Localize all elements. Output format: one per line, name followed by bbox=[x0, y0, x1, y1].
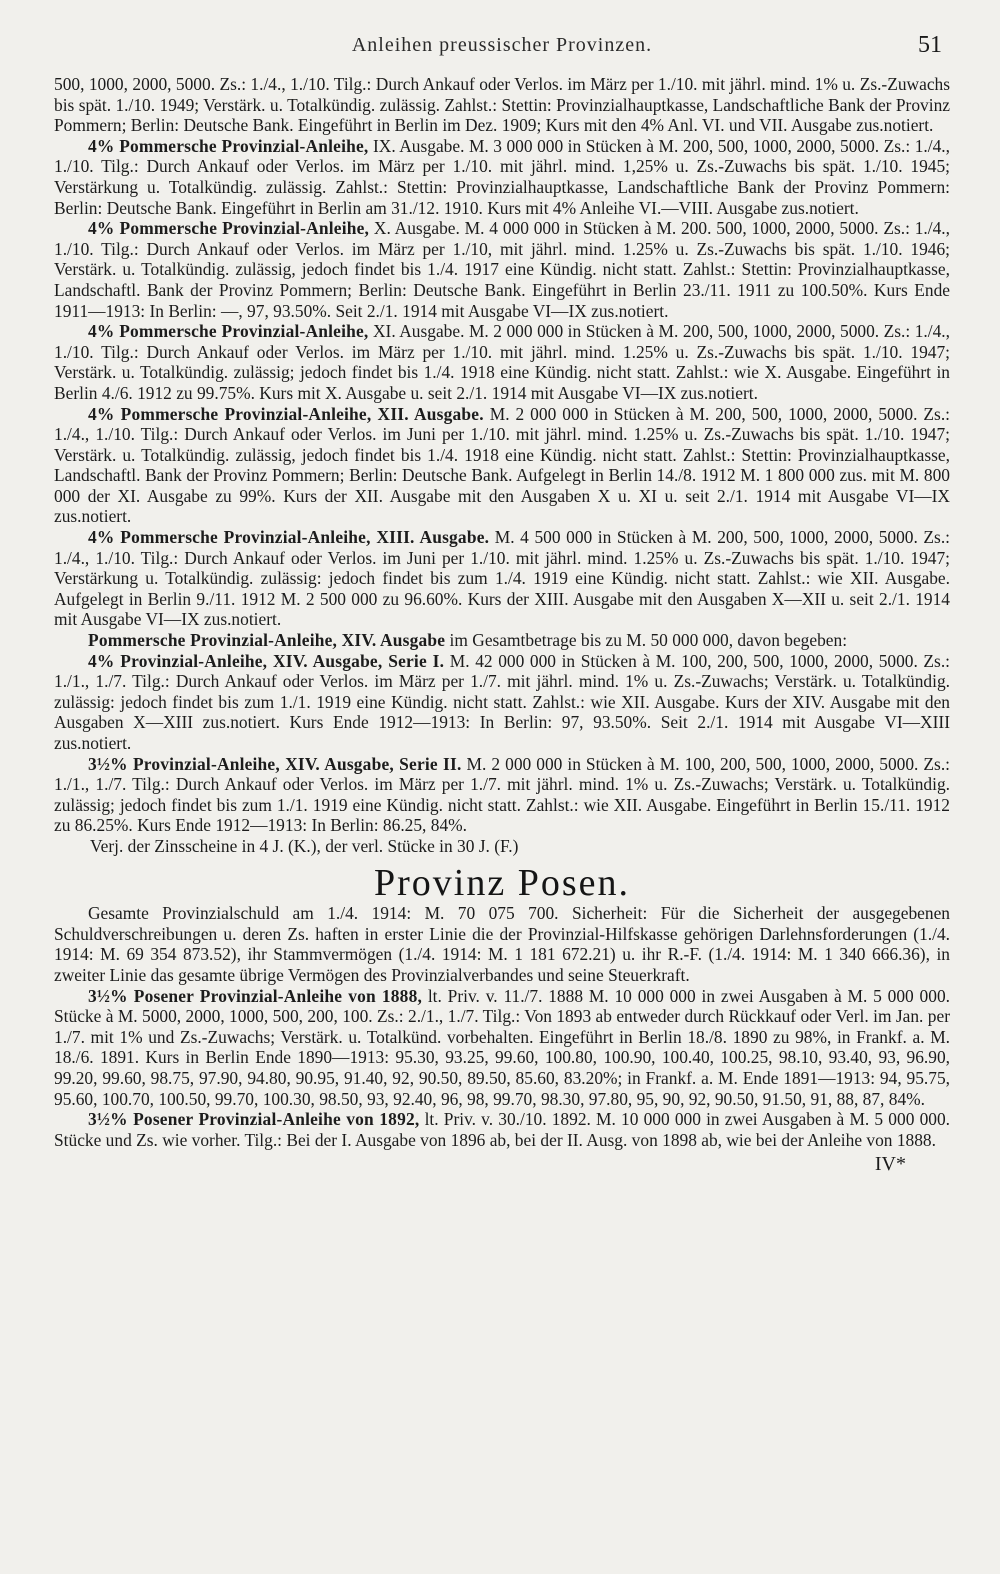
entry-heading: 3½% Posener Provinzial-Anleihe von 1888, bbox=[88, 985, 423, 1006]
paragraph-pommern-continuation: 500, 1000, 2000, 5000. Zs.: 1./4., 1./10. Tilg.: Durch Ankauf oder Verlos. im März per 1./10. mit jährl. mind. 1% u. Zs.-Zuwachs bis spät. 1./10. 1949; Verstärk. u. Totalkündig. zulässig. Zahlst.: Stettin: Provinzialhauptkasse, Landschaftliche Bank der Provinz Pommern; Berlin: Deutsche Bank. Eingeführt in Berlin im Dez. 1909; Kurs mit den 4% Anl. VI. und VII. Ausgabe zus.notiert. bbox=[54, 74, 950, 136]
paragraph-pommern-xiii bbox=[54, 527, 950, 630]
entry-heading: 4% Pommersche Provinzial-Anleihe, XIII. Ausgabe. bbox=[88, 527, 490, 548]
entry-text: M. 42 000 000 in Stücken à M. 100, 200, 500, 1000, 2000, 5000. Zs.: 1./1., 1./7. Tilg.: Durch Ankauf oder Verlos. im März per 1./7. mit jährl. mind. 1% u. Zs.-Zuwachs; Verstärk. u. Totalkündig. zulässig: jedoch findet bis zum 1./1. 1919 eine Kündig. nicht statt. Zahlst.: wie XII. Ausgabe. Kurs der XIV. Ausgabe mit den Ausgaben X—XIII zus.notiert. Kurs Ende 1912—1913: In Berlin: 97, 93.50%. Seit 2./1. 1914 mit Ausgabe VI—XIII zus.notiert. bbox=[54, 650, 950, 753]
entry-text: M. 2 000 000 in Stücken à M. 100, 200, 500, 1000, 2000, 5000. Zs.: 1./1., 1./7. Tilg.: Durch Ankauf oder Verlos. im März per 1./7. mit jährl. mind. 1% u. Zs.-Zuwachs; Verstärk. u. Totalkündig. zulässig; jedoch findet bis zum 1./1. 1919 eine Kündig. nicht statt. Zahlst.: wie XII. Ausgabe. Eingeführt in Berlin 15./11. 1912 zu 86.25%. Kurs Ende 1912—1913: In Berlin: 86.25, 84%. bbox=[54, 753, 951, 836]
entry-heading: Pommersche Provinzial-Anleihe, XIV. Ausgabe bbox=[88, 630, 446, 651]
entry-text: im Gesamtbetrage bis zu M. 50 000 000, davon begeben: bbox=[445, 630, 848, 651]
paragraph-pommern-xiv-serie-2 bbox=[54, 754, 950, 836]
entry-text: IX. Ausgabe. M. 3 000 000 in Stücken à M. 200, 500, 1000, 2000, 5000. Zs.: 1./4., 1./10. Tilg.: Durch Ankauf oder Verlos. im März per 1./10. mit jährl. mind. 1,25% u. Zs.-Zuwachs bis spät. 1./10. 1945; Verstärkung u. Totalkündig. zulässig. Zahlst.: Stettin: Provinzialhauptkasse, Landschaftliche Bank der Provinz Pommern: Berlin: Deutsche Bank. Eingeführt in Berlin am 31./12. 1910. Kurs mit 4% Anleihe VI.—VIII. Ausgabe zus.notiert. bbox=[54, 135, 950, 218]
page-number: 51 bbox=[918, 32, 942, 58]
section-heading-posen: Provinz Posen. bbox=[374, 861, 630, 904]
entry-text: M. 4 500 000 in Stücken à M. 200, 500, 1000, 2000, 5000. Zs.: 1./4., 1./10. Tilg.: Durch Ankauf oder Verlos. im Juni per 1./10. mit jährl. mind. 1.25% u. Zs.-Zuwachs bis spät. 1./10. 1947; Verstärkung u. Totalkündig. zulässig: jedoch findet bis zum 1./4. 1919 eine Kündig. nicht statt. Zahlst.: wie XII. Ausgabe. Aufgelegt in Berlin 9./11. 1912 M. 2 500 000 zu 96.60%. Kurs der XIII. Ausgabe mit den Ausgaben X—XII u. seit 2./1. 1914 mit Ausgabe VI—IX zus.notiert. bbox=[54, 527, 951, 630]
entry-heading: 4% Pommersche Provinzial-Anleihe, bbox=[88, 218, 370, 239]
paragraph-posen-overview: Gesamte Provinzialschuld am 1./4. 1914: M. 70 075 700. Sicherheit: Für die Sicherheit der ausgegebenen Schuldverschreibungen u. deren Zs. haften in erster Linie die der Provinzial-Hilfskasse gehörigen Darlehnsforderungen (1./4. 1914: M. 69 354 873.52), ihr Stammvermögen (1./4. 1914: M. 1 181 672.21) u. ihr R.-F. (1./4. 1914: M. 1 340 666.36), in zweiter Linie das gesamte übrige Vermögen des Provinzialverbandes und seine Steuerkraft. bbox=[54, 903, 950, 985]
entry-heading: 3½% Provinzial-Anleihe, XIV. Ausgabe, Serie II. bbox=[88, 753, 462, 774]
paragraph-pommern-xi bbox=[54, 321, 950, 403]
entry-heading: 4% Pommersche Provinzial-Anleihe, bbox=[88, 135, 369, 156]
limitation-note: Verj. der Zinsscheine in 4 J. (K.), der verl. Stücke in 30 J. (F.) bbox=[90, 835, 519, 856]
entry-text: XI. Ausgabe. M. 2 000 000 in Stücken à M. 200, 500, 1000, 2000, 5000. Zs.: 1./4., 1./10. Tilg.: Durch Ankauf oder Verlos. im März per 1./10. mit jährl. mind. 1.25% u. Zs.-Zuwachs bis spät. 1./10. 1947; Verstärk. u. Totalkündig. zulässig; jedoch findet bis 1./4. 1918 eine Kündig. nicht statt. Zahlst.: wie X. Ausgabe. Eingeführt in Berlin 4./6. 1912 zu 99.75%. Kurs mit X. Ausgabe u. seit 2./1. 1914 mit Ausgabe VI—IX zus.notiert. bbox=[54, 321, 950, 403]
entry-heading: 3½% Posener Provinzial-Anleihe von 1892, bbox=[88, 1109, 420, 1130]
paragraph-pommern-xiv-serie-1 bbox=[54, 651, 950, 754]
entry-heading: 4% Pommersche Provinzial-Anleihe, bbox=[88, 321, 369, 342]
paragraph-pommern-xiv bbox=[54, 630, 950, 651]
paragraph-posen-1888 bbox=[54, 986, 950, 1110]
paragraph-pommern-x bbox=[54, 218, 950, 321]
page-title: Anleihen preussischer Provinzen. bbox=[351, 34, 653, 56]
paragraph-posen-1892 bbox=[54, 1109, 950, 1150]
entry-text: lt. Priv. v. 30./10. 1892. M. 10 000 000 in zwei Ausgaben à M. 5 000 000. Stücke und Zs. wie vorher. Tilg.: Bei der I. Ausgabe von 1896 ab, bei der II. Ausg. von 1898 ab, wie bei der Anleihe von 1888. bbox=[54, 1109, 950, 1150]
main-text bbox=[54, 74, 950, 1175]
entry-text: lt. Priv. v. 11./7. 1888 M. 10 000 000 in zwei Ausgaben à M. 5 000 000. Stücke à M. 5000, 2000, 1000, 500, 200, 100. Zs.: 2./1., 1./7. Tilg.: Von 1893 ab entweder durch Rückkauf oder Verl. im Jan. per 1./7. mit 1% und Zs.-Zuwachs; Verstärk. u. Totalkünd. vorbehalten. Eingeführt in Berlin 18./8. 1890 zu 98%, in Frankf. a. M. 18./6. 1891. Kurs in Berlin Ende 1890—1913: 95.30, 93.25, 99.60, 100.80, 100.90, 100.40, 100.25, 98.10, 93.40, 93, 96.90, 99.20, 99.60, 98.75, 97.90, 94.80, 90.95, 91.40, 92, 90.50, 89.50, 85.60, 83.20%; in Frankf. a. M. Ende 1891—1913: 94, 95.75, 95.60, 100.70, 100.50, 99.70, 100.30, 98.50, 93, 92.40, 96, 98, 99.70, 98.30, 97.80, 95, 90, 92, 90.50, 91.50, 91, 88, 87, 84%. bbox=[54, 985, 950, 1109]
entry-heading: 4% Provinzial-Anleihe, XIV. Ausgabe, Serie I. bbox=[88, 650, 445, 671]
paragraph-pommern-xii bbox=[54, 404, 950, 528]
paragraph-pommern-ix bbox=[54, 136, 950, 218]
entry-heading: 4% Pommersche Provinzial-Anleihe, XII. Ausgabe. bbox=[88, 403, 484, 424]
printer-signature: IV* bbox=[874, 1153, 906, 1176]
entry-text: M. 2 000 000 in Stücken à M. 200, 500, 1000, 2000, 5000. Zs.: 1./4., 1./10. Tilg.: Durch Ankauf oder Verlos. im Juni per 1./10. mit jährl. mind. 1.25% u. Zs.-Zuwachs bis spät. 1./10. 1947; Verstärk. u. Totalkündig. zulässig, jedoch findet bis 1./4. 1918 eine Kündig. nicht statt. Zahlst.: Stettin: Provinzialhauptkasse, Landschaftl. Bank der Provinz Pommern; Berlin: Deutsche Bank. Aufgelegt in Berlin 14./8. 1912 M. 1 800 000 zus. mit M. 800 000 der XI. Ausgabe zu 99%. Kurs der XII. Ausgabe mit den Ausgaben X u. XI u. seit 2./1. 1914 mit Ausgabe VI—IX zus.notiert. bbox=[54, 403, 951, 527]
entry-text: X. Ausgabe. M. 4 000 000 in Stücken à M. 200. 500, 1000, 2000, 5000. Zs.: 1./4., 1./10. Tilg.: Durch Ankauf oder Verlos. im März per 1./10, mit jährl. mind. 1.25% u. Zs.-Zuwachs bis spät. 1./10. 1946; Verstärk. u. Totalkündig. zulässig, jedoch findet bis 1./4. 1917 eine Kündig. nicht statt. Zahlst.: Stettin: Provinzialhauptkasse, Landschaftl. Bank der Provinz Pommern; Berlin: Deutsche Bank. Eingeführt in Berlin 23./11. 1911 zu 100.50%. Kurs Ende 1911—1913: In Berlin: —, 97, 93.50%. Seit 2./1. 1914 mit Ausgabe VI—IX zus.notiert. bbox=[54, 218, 950, 321]
running-header bbox=[54, 34, 950, 74]
